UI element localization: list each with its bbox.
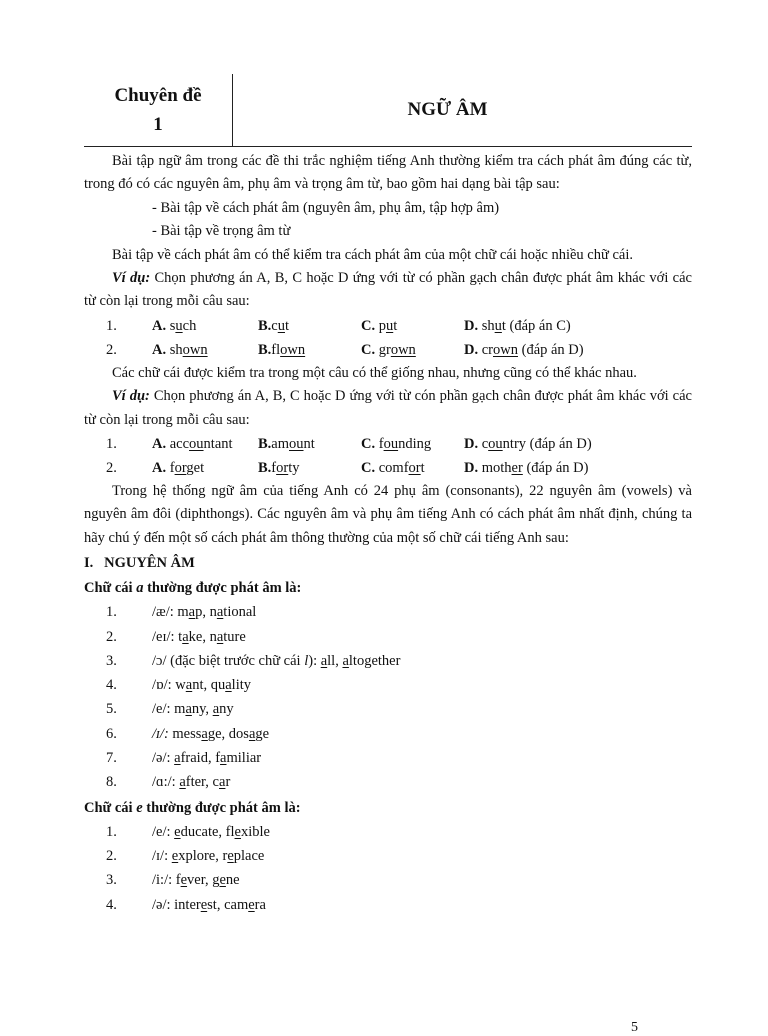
document-body xyxy=(84,150,692,917)
option-letter: A. xyxy=(152,317,167,334)
chapter-header xyxy=(84,74,692,147)
option-letter: C. xyxy=(361,460,376,477)
option-letter: D. xyxy=(464,317,479,334)
question-row xyxy=(84,456,692,480)
answer-note: (đáp án D) xyxy=(529,436,592,453)
paragraph-4: Trong hệ thống ngữ âm của tiếng Anh có 24 phụ âm (consonants), 22 nguyên âm (vowels) và nguyên âm đôi (diphthongs). Các nguyên âm và phụ âm tiếng Anh có cách phát âm nhất định, chúng ta hãy chú ý đến một số cách phát âm thông thường của một số chữ cái tiếng Anh sau: xyxy=(84,483,692,546)
option-letter: A. xyxy=(152,460,167,477)
question-row xyxy=(84,314,692,338)
item-number: 1. xyxy=(106,604,117,621)
item-number: 3. xyxy=(106,872,117,889)
option-letter: C. xyxy=(361,436,376,453)
answer-note: (đáp án D) xyxy=(526,460,589,477)
sound-item: 4. /ɒ/: want, quality xyxy=(84,673,692,697)
page-number: 5 xyxy=(631,1020,638,1035)
paragraph-3: Các chữ cái được kiểm tra trong một câu có thể giống nhau, nhưng cũng có thể khác nhau. xyxy=(112,364,637,381)
option-c: C. grown xyxy=(361,341,416,358)
item-number: 8. xyxy=(106,774,117,791)
sound-item: 1. /æ/: map, national xyxy=(84,600,692,624)
sound-item: 4. /ə/: interest, camera xyxy=(84,893,692,917)
sound-item: 7. /ə/: afraid, familiar xyxy=(84,746,692,770)
item-number: 2. xyxy=(106,628,117,645)
option-letter: A. xyxy=(152,341,167,358)
item-number: 3. xyxy=(106,652,117,669)
question-number: 1. xyxy=(106,317,117,334)
paragraph-2: Bài tập về cách phát âm có thể kiểm tra cách phát âm của một chữ cái hoặc nhiều chữ cái. xyxy=(112,246,633,263)
question-number: 1. xyxy=(106,436,117,453)
chapter-label-line1: Chuyên đề xyxy=(114,85,202,106)
option-letter: C. xyxy=(361,341,376,358)
sound-item: 6. /ɪ/: message, dosage xyxy=(84,722,692,746)
item-number: 7. xyxy=(106,750,117,767)
option-d: D. crown (đáp án D) xyxy=(464,341,584,358)
sound-item: 1. /e/: educate, flexible xyxy=(84,820,692,844)
answer-note: (đáp án D) xyxy=(521,341,584,358)
option-a: A. shown xyxy=(152,341,208,358)
option-c: C. put xyxy=(361,317,398,334)
option-b: B.amount xyxy=(258,436,315,453)
sound-item: 2. /eɪ/: take, nature xyxy=(84,625,692,649)
heading-suffix: thường được phát âm là: xyxy=(143,580,302,597)
chapter-label xyxy=(84,74,233,146)
letter-a-heading xyxy=(84,576,692,600)
heading-letter: a xyxy=(136,580,144,597)
example-text: Chọn phương án A, B, C hoặc D ứng với từ có phần gạch chân được phát âm khác với các từ còn lại trong mỗi câu sau: xyxy=(84,270,692,310)
item-number: 6. xyxy=(106,725,117,742)
type-item: - Bài tập về trọng âm từ xyxy=(152,223,291,240)
heading-prefix: Chữ cái xyxy=(84,580,137,597)
example-2-instruction xyxy=(84,385,692,432)
option-b: B.cut xyxy=(258,317,290,334)
sound-item: 3. /ɔ/ (đặc biệt trước chữ cái l): all, altogether xyxy=(84,649,692,673)
heading-suffix: thường được phát âm là: xyxy=(142,799,301,816)
document-page xyxy=(84,74,692,917)
section-heading xyxy=(84,551,692,575)
section-number: I. xyxy=(84,555,94,572)
option-letter: D. xyxy=(464,436,479,453)
option-a: A. forget xyxy=(152,460,205,477)
option-a: A. accountant xyxy=(152,436,233,453)
option-letter: D. xyxy=(464,341,479,358)
option-d: D. shut (đáp án C) xyxy=(464,317,571,334)
type-item: - Bài tập về cách phát âm (nguyên âm, phụ âm, tập hợp âm) xyxy=(152,199,500,216)
option-letter: B. xyxy=(258,341,272,358)
chapter-title: NGỮ ÂM xyxy=(407,99,488,120)
option-c: C. founding xyxy=(361,436,432,453)
item-number: 1. xyxy=(106,823,117,840)
question-number: 2. xyxy=(106,341,117,358)
example-label: Ví dụ: xyxy=(112,270,151,287)
item-number: 5. xyxy=(106,701,117,718)
option-d: D. mother (đáp án D) xyxy=(464,460,589,477)
intro-paragraph: Bài tập ngữ âm trong các đề thi trắc nghiệm tiếng Anh thường kiểm tra cách phát âm đúng các từ, trong đó có các nguyên âm, phụ âm và trọng âm từ, bao gồm hai dạng bài tập sau: xyxy=(84,153,692,193)
option-letter: A. xyxy=(152,436,167,453)
option-letter: C. xyxy=(361,317,376,334)
letter-e-heading xyxy=(84,796,692,820)
heading-letter: e xyxy=(136,799,143,816)
section-title: NGUYÊN ÂM xyxy=(104,555,195,572)
option-b: B.flown xyxy=(258,341,306,358)
option-letter: D. xyxy=(464,460,479,477)
example-text: Chọn phương án A, B, C hoặc D ứng với từ cón phần gạch chân được phát âm khác với các từ còn lại trong mỗi câu sau: xyxy=(84,388,692,428)
heading-prefix: Chữ cái xyxy=(84,799,137,816)
question-row xyxy=(84,338,692,362)
option-letter: B. xyxy=(258,317,272,334)
sound-item: 8. /ɑ:/: after, car xyxy=(84,770,692,794)
option-d: D. country (đáp án D) xyxy=(464,436,592,453)
question-row xyxy=(84,432,692,456)
sound-item: 2. /ɪ/: explore, replace xyxy=(84,844,692,868)
example-label: Ví dụ: xyxy=(112,388,150,405)
option-letter: B. xyxy=(258,460,272,477)
answer-note: (đáp án C) xyxy=(509,317,571,334)
question-number: 2. xyxy=(106,460,117,477)
option-b: B.forty xyxy=(258,460,300,477)
chapter-number: 1 xyxy=(153,114,163,135)
item-number: 2. xyxy=(106,847,117,864)
option-a: A. such xyxy=(152,317,197,334)
option-letter: B. xyxy=(258,436,272,453)
example-1-instruction xyxy=(84,267,692,314)
sound-item: 3. /i:/: fever, gene xyxy=(84,868,692,892)
item-number: 4. xyxy=(106,896,117,913)
item-number: 4. xyxy=(106,677,117,694)
option-c: C. comfort xyxy=(361,460,425,477)
sound-item: 5. /e/: many, any xyxy=(84,697,692,721)
